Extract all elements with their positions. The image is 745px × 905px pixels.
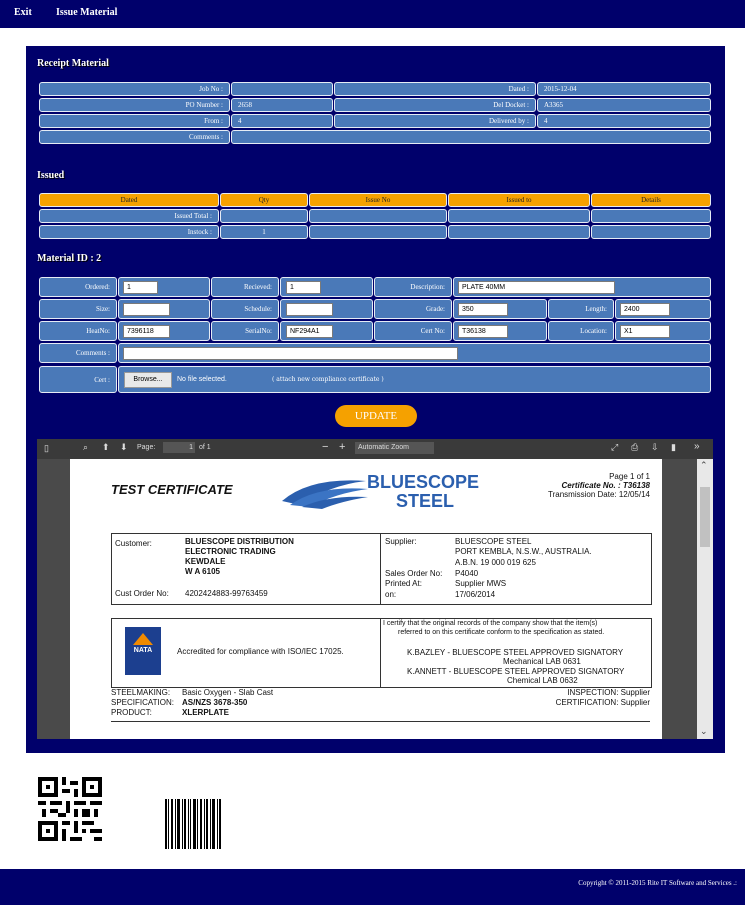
length-label: Length: <box>548 299 614 319</box>
pdf-scrollbar[interactable] <box>697 459 713 739</box>
barcode-icon <box>165 799 221 849</box>
page-of: Page 1 of 1 <box>609 472 650 481</box>
signatory-2: K.ANNETT - BLUESCOPE STEEL APPROVED SIGNATORY <box>407 667 625 676</box>
customer-line: KEWDALE <box>185 557 226 566</box>
location-input[interactable]: X1 <box>620 325 670 338</box>
issued-header-qty: Qty <box>220 193 308 207</box>
product-value: XLERPLATE <box>182 708 229 717</box>
from-value: 4 <box>231 114 333 128</box>
supplier-line: BLUESCOPE STEEL <box>455 537 532 546</box>
copyright-text: Copyright © 2011-2015 Rite IT Software and Services .: <box>578 879 737 887</box>
update-button[interactable]: UPDATE <box>335 405 417 427</box>
inspection-text: INSPECTION: Supplier <box>567 688 650 697</box>
sidebar-toggle-icon[interactable]: ▯ <box>44 443 49 453</box>
po-number-value: 2658 <box>231 98 333 112</box>
main-panel <box>26 46 725 753</box>
download-icon[interactable]: ⇩ <box>651 442 659 452</box>
cert-title: TEST CERTIFICATE <box>111 482 233 497</box>
heatno-input[interactable]: 7396118 <box>123 325 170 338</box>
from-label: From : <box>39 114 230 128</box>
search-icon[interactable]: ⌕ <box>83 442 89 452</box>
receipt-material-heading: Receipt Material <box>37 58 109 69</box>
schedule-label: Schedule: <box>211 299 279 319</box>
printed-at-label: Printed At: <box>385 579 422 588</box>
exit-link[interactable]: Exit <box>14 7 32 18</box>
certify-text-1: I certify that the original records of the company show that the item(s) <box>383 620 598 627</box>
instock-cell <box>448 225 590 239</box>
steelmaking-label: STEELMAKING: <box>111 688 171 697</box>
product-label: PRODUCT: <box>111 708 152 717</box>
material-id-heading: Material ID : 2 <box>37 253 102 264</box>
attach-hint: ( attach new compliance certificate ) <box>272 376 384 383</box>
scroll-up-icon[interactable]: ⌃ <box>700 461 708 471</box>
material-comments-label: Comments : <box>39 343 117 363</box>
sales-order-value: P4040 <box>455 569 479 578</box>
cust-order-value: 4202424883-99763459 <box>185 589 268 598</box>
no-file-text: No file selected. <box>177 376 227 383</box>
customer-label: Customer: <box>115 539 152 548</box>
scroll-down-icon[interactable]: ⌄ <box>700 727 708 737</box>
pdf-toolbar <box>37 439 713 459</box>
job-no-value <box>231 82 333 96</box>
certificate-number: Certificate No. : T36138 <box>561 481 650 490</box>
prev-page-icon[interactable]: ⬆ <box>102 442 110 452</box>
issued-heading: Issued <box>37 170 65 181</box>
customer-line: ELECTRONIC TRADING <box>185 547 276 556</box>
scrollbar-thumb[interactable] <box>700 487 710 547</box>
on-label: on: <box>385 590 397 599</box>
comments-label: Comments : <box>39 130 230 144</box>
signatory-1: K.BAZLEY - BLUESCOPE STEEL APPROVED SIGNATORY <box>407 648 624 657</box>
cert-label: Cert : <box>39 366 117 393</box>
qr-code-icon <box>38 777 102 841</box>
instock-cell <box>309 225 447 239</box>
brand-line2: STEEL <box>396 491 455 511</box>
heatno-label: HeatNo: <box>39 321 117 341</box>
bookmark-icon[interactable]: ▮ <box>671 442 676 452</box>
description-label: Description: <box>374 277 452 297</box>
specification-label: SPECIFICATION: <box>111 698 174 707</box>
serialno-label: SerialNo: <box>211 321 279 341</box>
transmission-date: Transmission Date: 12/05/14 <box>548 490 650 499</box>
top-nav-bar <box>0 0 745 28</box>
lab-1: Mechanical LAB 0631 <box>503 657 581 666</box>
dated-value: 2015-12-04 <box>537 82 711 96</box>
more-tools-icon[interactable]: » <box>694 441 700 452</box>
del-docket-value: A3365 <box>537 98 711 112</box>
issued-total-value <box>220 209 308 223</box>
recieved-input[interactable]: 1 <box>286 281 321 294</box>
sales-order-label: Sales Order No: <box>385 569 443 578</box>
certno-input[interactable]: T36138 <box>458 325 508 338</box>
browse-button[interactable]: Browse... <box>124 372 172 388</box>
del-docket-label: Del Docket : <box>334 98 536 112</box>
issue-material-link[interactable]: Issue Material <box>56 7 118 18</box>
schedule-input[interactable] <box>286 303 333 316</box>
instock-label: Instock : <box>39 225 219 239</box>
issued-total-cell <box>591 209 711 223</box>
recieved-label: Recieved: <box>211 277 279 297</box>
accredited-text: Accredited for compliance with ISO/IEC 17025. <box>177 647 344 656</box>
nata-text: NATA <box>133 647 153 654</box>
supplier-label: Supplier: <box>385 537 417 546</box>
page-label: Page: <box>137 444 156 451</box>
zoom-select[interactable]: Automatic Zoom <box>355 442 434 454</box>
next-page-icon[interactable]: ⬇ <box>120 442 128 452</box>
po-number-label: PO Number : <box>39 98 230 112</box>
page-count: of 1 <box>199 444 211 451</box>
issued-total-cell <box>309 209 447 223</box>
page-input[interactable]: 1 <box>163 442 195 453</box>
delivered-by-value: 4 <box>537 114 711 128</box>
on-value: 17/06/2014 <box>455 590 496 599</box>
issued-header-dated: Dated <box>39 193 219 207</box>
zoom-out-icon[interactable]: − <box>322 441 329 453</box>
section-divider <box>111 721 650 722</box>
instock-cell <box>591 225 711 239</box>
grade-label: Grade: <box>374 299 452 319</box>
issued-header-issue-no: Issue No <box>309 193 447 207</box>
zoom-in-icon[interactable]: + <box>339 441 346 453</box>
presentation-mode-icon[interactable]: ⤢ <box>611 442 619 452</box>
customer-divider <box>380 533 381 605</box>
pdf-page <box>70 459 662 739</box>
certify-text-2: referred to on this certificate conform to the specification as stated. <box>398 629 605 636</box>
job-no-label: Job No : <box>39 82 230 96</box>
location-label: Location: <box>548 321 614 341</box>
delivered-by-label: Delivered by : <box>334 114 536 128</box>
ordered-label: Ordered: <box>39 277 117 297</box>
cust-order-label: Cust Order No: <box>115 589 169 598</box>
steelmaking-value: Basic Oxygen - Slab Cast <box>182 688 274 697</box>
footer <box>0 869 745 905</box>
size-label: Size: <box>39 299 117 319</box>
certification-text: CERTIFICATION: Supplier <box>555 698 650 707</box>
brand-line1: BLUESCOPE <box>367 472 480 492</box>
material-comments-input[interactable] <box>123 347 458 360</box>
issued-header-issued-to: Issued to <box>448 193 590 207</box>
supplier-line: PORT KEMBLA, N.S.W., AUSTRALIA. <box>455 547 592 556</box>
customer-line: W A 6105 <box>185 567 220 576</box>
size-input[interactable] <box>123 303 170 316</box>
customer-line: BLUESCOPE DISTRIBUTION <box>185 537 294 546</box>
supplier-line: A.B.N. 19 000 019 625 <box>455 558 536 567</box>
accreditation-divider <box>380 618 381 688</box>
grade-input[interactable]: 350 <box>458 303 508 316</box>
instock-value: 1 <box>220 225 308 239</box>
specification-value: AS/NZS 3678-350 <box>182 698 248 707</box>
issued-total-cell <box>448 209 590 223</box>
nata-logo-icon <box>125 627 161 675</box>
length-input[interactable]: 2400 <box>620 303 670 316</box>
bluescope-logo-icon <box>280 473 370 511</box>
issued-total-label: Issued Total : <box>39 209 219 223</box>
comments-value <box>231 130 711 144</box>
description-input[interactable]: PLATE 40MM <box>458 281 615 294</box>
pdf-viewer[interactable] <box>37 439 713 739</box>
ordered-input[interactable]: 1 <box>123 281 158 294</box>
dated-label: Dated : <box>334 82 536 96</box>
certno-label: Cert No: <box>374 321 452 341</box>
print-icon[interactable]: ⎙ <box>631 442 639 452</box>
issued-header-details: Details <box>591 193 711 207</box>
lab-2: Chemical LAB 0632 <box>507 676 578 685</box>
printed-at-value: Supplier MWS <box>455 579 507 588</box>
serialno-input[interactable]: NF294A1 <box>286 325 333 338</box>
